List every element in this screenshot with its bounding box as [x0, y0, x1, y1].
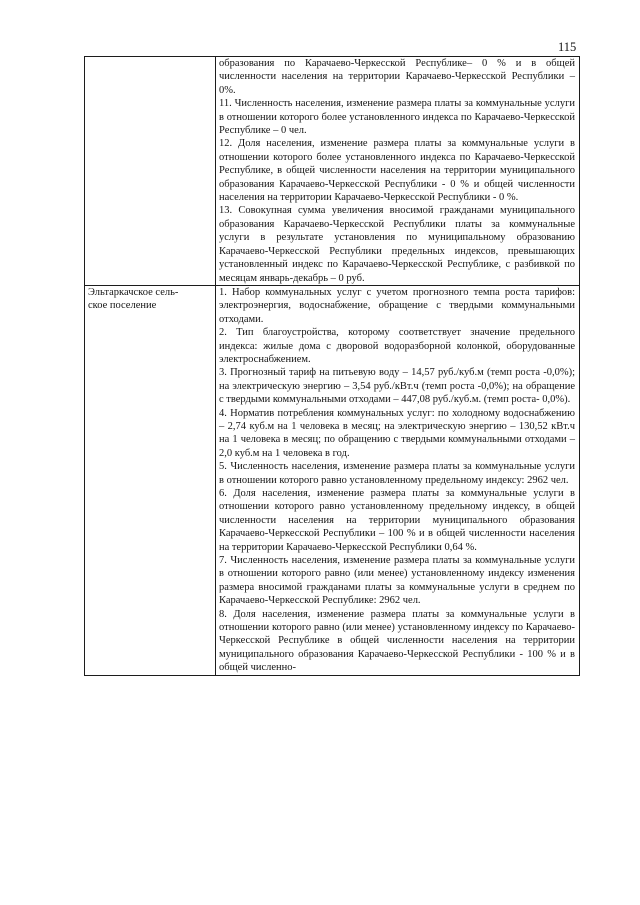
- paragraph: 11. Численность населения, изменение размера платы за коммунальные услуги в отношении которого более установленного индекса по Карачаево-Черкесской Республике – 0 чел.: [219, 98, 575, 137]
- paragraph: 4. Норматив потребления коммунальных услуг: по холодному водоснабжению – 2,74 куб.м на 1 человека в месяц; на электрическую энергию – 130,52 кВт.ч на 1 человека в месяц; по обращению с твердыми коммунальными отходами – 2,0 куб.м на 1 человека в год.: [219, 407, 575, 459]
- paragraph: 5. Численность населения, изменение размера платы за коммунальные услуги в отношении которого равно установленному предельному индексу: 2962 чел.: [219, 461, 575, 486]
- municipality-name-line: ское поселение: [88, 300, 157, 312]
- paragraph: 2. Тип благоустройства, которому соответствует значение предельного индекса: жилые дома с дворовой водоразборной колонкой, оборудованные электроснабжением.: [219, 327, 575, 365]
- indicators-cell: [216, 285, 580, 675]
- municipality-cell: [85, 57, 216, 286]
- paragraph: 8. Доля населения, изменение размера платы за коммунальные услуги в отношении которого равно (или менее) установленному индексу по Карачаево-Черкесской Республике в общей численности населения на территории муниципального образования Карачаево-Черкесской Республики - 100 % и в общей численно-: [219, 608, 575, 674]
- paragraph: образования по Карачаево-Черкесской Республике– 0 % и в общей численности населения на территории Карачаево-Черкесской Республики – 0%.: [219, 58, 575, 96]
- table-row: [85, 57, 580, 286]
- paragraph: 13. Совокупная сумма увеличения вносимой гражданами муниципального образования Карачаево-Черкесской Республики платы за коммунальные услуги в результате установления по муниципальному образованию Карачаево-Черкесской Республики предельных индексов, превышающих установленный индекс по Карачаево-Черкесской Республике, с разбивкой по месяцам январь-декабрь – 0 руб.: [219, 205, 575, 284]
- municipality-cell: [85, 285, 216, 675]
- paragraph: 7. Численность населения, изменение размера платы за коммунальные услуги в отношении которого равно (или менее) установленному индексу изменения размера вносимой гражданами платы за коммунальные услуги в среднем по Карачаево-Черкесской Республике: 2962 чел.: [219, 555, 575, 607]
- indices-table: [84, 56, 580, 676]
- paragraph: 12. Доля населения, изменение размера платы за коммунальные услуги в отношении которого более установленного индекса по Карачаево-Черкесской Республике, в общей численности населения на территории муниципального образования Карачаево-Черкесской Республики - 0 % и общей численности населения на территории Карачаево-Черкесской Республики - 0 %.: [219, 138, 575, 204]
- indicators-cell: [216, 57, 580, 286]
- municipality-name-line: Эльтаркачское сель-: [88, 286, 179, 298]
- paragraph: 1. Набор коммунальных услуг с учетом прогнозного темпа роста тарифов: электроэнергия, водоснабжение, обращение с твердыми коммунальными отходами.: [219, 286, 575, 325]
- page-number: 115: [558, 40, 577, 54]
- paragraph: 6. Доля населения, изменение размера платы за коммунальные услуги в отношении которого равно установленному предельному индексу, в общей численности населения на территории муниципального образования Карачаево-Черкесской Республики – 100 % и в общей численности населения на территории Карачаево-Черкесской Республики 0,64 %.: [219, 488, 575, 553]
- table-row: [85, 285, 580, 675]
- paragraph: 3. Прогнозный тариф на питьевую воду – 14,57 руб./куб.м (темп роста -0,0%); на электрическую энергию – 3,54 руб./кВт.ч (темп роста -0,0%); на обращение с твердыми коммунальными отходами – 447,08 руб./куб.м. (темп роста- 0,0%).: [219, 367, 575, 406]
